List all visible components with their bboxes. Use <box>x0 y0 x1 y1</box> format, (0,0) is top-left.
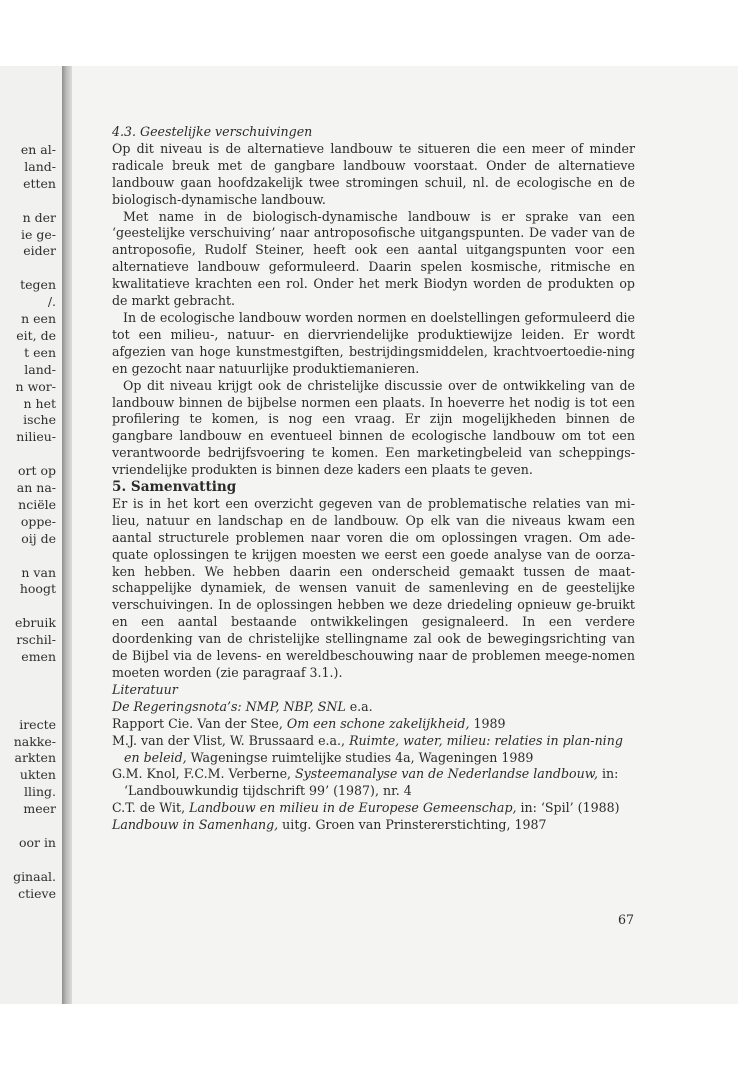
left-page-text-fragment: oppe- <box>20 513 56 529</box>
left-page-text-fragment: oor in <box>18 834 56 850</box>
page-content <box>112 124 635 834</box>
reference-item: C.T. de Wit, Landbouw en milieu in de Europese Gemeenschap, in: ‘Spil’ (1988) <box>112 800 620 816</box>
reference-item: Rapport Cie. Van der Stee, Om een schone zakelijkheid, 1989 <box>112 715 506 731</box>
left-page-text-fragment: land- <box>24 361 56 377</box>
left-page-text-fragment: nilieu- <box>16 429 56 445</box>
left-page-text-fragment: n een <box>21 311 56 326</box>
reference-item: De Regeringsnota’s: NMP, NBP, SNL e.a. <box>112 698 373 714</box>
section-5-paragraph: Er is in het kort een overzicht gegeven van de problematische relaties van mi-lieu, natuur en landschap en de landbouw. Op elk van die niveaus kwam een aantal structurele problemen naar voren die om oplossingen vragen. Om ade-quate oplossingen te krijgen moesten we eerst een goede analyse van de oorza-ken hebben. We hebben daarin een onderscheid gemaakt tussen de maat-schappelijke dynamiek, de wensen vanuit de samenleving en de geestelijke verschuivingen. In de oplossingen hebben we deze driedeling opnieuw ge-bruikt en een aantal bestaande ontwikkelingen gesignaleerd. In een verdere doordenking van de christelijke stellingname zal ook de bewegingsrichting van de Bijbel via de levens- en wereldbeschouwing naar de problemen meege-nomen moeten worden (zie paragraaf 3.1.). <box>112 495 635 680</box>
left-page-text-fragment: hoogt <box>19 581 56 597</box>
reference-item: G.M. Knol, F.C.M. Verberne, Systeemanalyse van de Nederlandse landbouw, in: ‘Landbouwkundig tijdschrift 99’ (1987), nr. 4 <box>112 766 619 799</box>
left-page-text-fragment: meer <box>23 801 56 817</box>
left-page-text-fragment: ebruik <box>15 615 56 631</box>
left-page-text-fragment: en al- <box>20 142 56 157</box>
left-page-text-fragment: irecte <box>19 716 56 732</box>
left-page-text-fragment: tegen <box>20 277 56 293</box>
left-page-text-fragment: ort op <box>17 463 56 479</box>
left-page-text-fragment: eider <box>23 243 56 259</box>
left-page-text-fragment: arkten <box>14 750 56 766</box>
reference-item: Landbouw in Samenhang, uitg. Groen van Prinstererstichting, 1987 <box>112 817 547 833</box>
left-page-text-fragment: ie ge- <box>21 226 56 242</box>
left-page-text-fragment: land- <box>24 158 56 174</box>
left-page-text-fragment: ische <box>23 412 56 428</box>
left-page-text-fragment: nakke- <box>13 733 56 749</box>
left-page-text-fragment: n der <box>22 209 56 225</box>
section-4-3-paragraph-2: Met name in de biologisch-dynamische landbouw is er sprake van een ‘geestelijke verschuiving’ naar antroposofische uitgangspunten. De vader van de antroposofie, Rudolf Steiner, heeft ook een aantal uitgangspunten voor een alternatieve landbouw geformuleerd. Daarin spelen kosmische, ritmische en kwalitatieve krachten een rol. Onder het merk Biodyn worden de produkten op de markt gebracht. <box>112 208 635 309</box>
left-page-fragment <box>0 66 62 1004</box>
left-page-text-fragment: n van <box>21 564 56 580</box>
book-gutter <box>62 66 72 1004</box>
reference-item: M.J. van der Vlist, W. Brussaard e.a., Ruimte, water, milieu: relaties in plan-ning en beleid, Wageningse ruimtelijke studies 4a, Wageningen 1989 <box>112 732 623 765</box>
left-page-text-fragment: /. <box>47 294 56 310</box>
section-4-3-paragraph-3: In de ecologische landbouw worden normen en doelstellingen geformuleerd die tot een milieu-, natuur- en diervriendelijke produktiewijze leiden. Er wordt afgezien van hoge kunstmestgiften, bestrijdingsmiddelen, krachtvoertoedie-ning en gezocht naar natuurlijke produktiemanieren. <box>112 309 635 376</box>
literature-heading: Literatuur <box>112 681 178 697</box>
left-page-text-fragment: t een <box>24 344 56 360</box>
left-page-text-fragment: ginaal. <box>13 868 56 884</box>
left-page-text-fragment: oij de <box>21 530 56 546</box>
left-page-text-fragment: rschil- <box>16 632 56 648</box>
section-5-heading: 5. Samenvatting <box>112 479 237 496</box>
left-page-text-fragment: n het <box>23 395 56 411</box>
left-page-text-fragment: etten <box>23 175 56 191</box>
left-page-text-fragment: ctieve <box>18 885 56 901</box>
left-page-text-fragment: an na- <box>16 480 56 495</box>
book-page <box>72 66 738 1004</box>
left-page-text-fragment: emen <box>21 649 56 664</box>
page-number: 67 <box>617 912 634 927</box>
left-page-text-fragment: ukten <box>19 767 56 783</box>
section-4-3-title: 4.3. Geestelijke verschuivingen <box>112 124 313 139</box>
section-4-3-paragraph-1: Op dit niveau is de alternatieve landbouw te situeren die een meer of minder radicale breuk met de gangbare landbouw voorstaat. Onder de alternatieve landbouw gaan hoofdzakelijk twee stromingen schuil, nl. de ecologische en de biologisch-dynamische landbouw. <box>112 140 635 207</box>
section-4-3-paragraph-4: Op dit niveau krijgt ook de christelijke discussie over de ontwikkeling van de landbouw binnen de bijbelse normen een plaats. In hoeverre het nodig is tot een profilering te komen, is nog een vraag. Er zijn mogelijkheden binnen de gangbare landbouw en eventueel binnen de ecologische landbouw om tot een verantwoorde bedrijfsvoering te komen. Een marketingbeleid van scheppings-vriendelijke produkten is binnen deze kaders een plaats te geven. <box>112 377 635 478</box>
left-page-text-fragment: n wor- <box>15 378 56 394</box>
left-page-text-fragment: nciële <box>18 496 56 512</box>
reference-list <box>112 699 635 834</box>
left-page-text-fragment: lling. <box>23 784 56 800</box>
left-page-text-fragment: eit, de <box>16 327 56 343</box>
